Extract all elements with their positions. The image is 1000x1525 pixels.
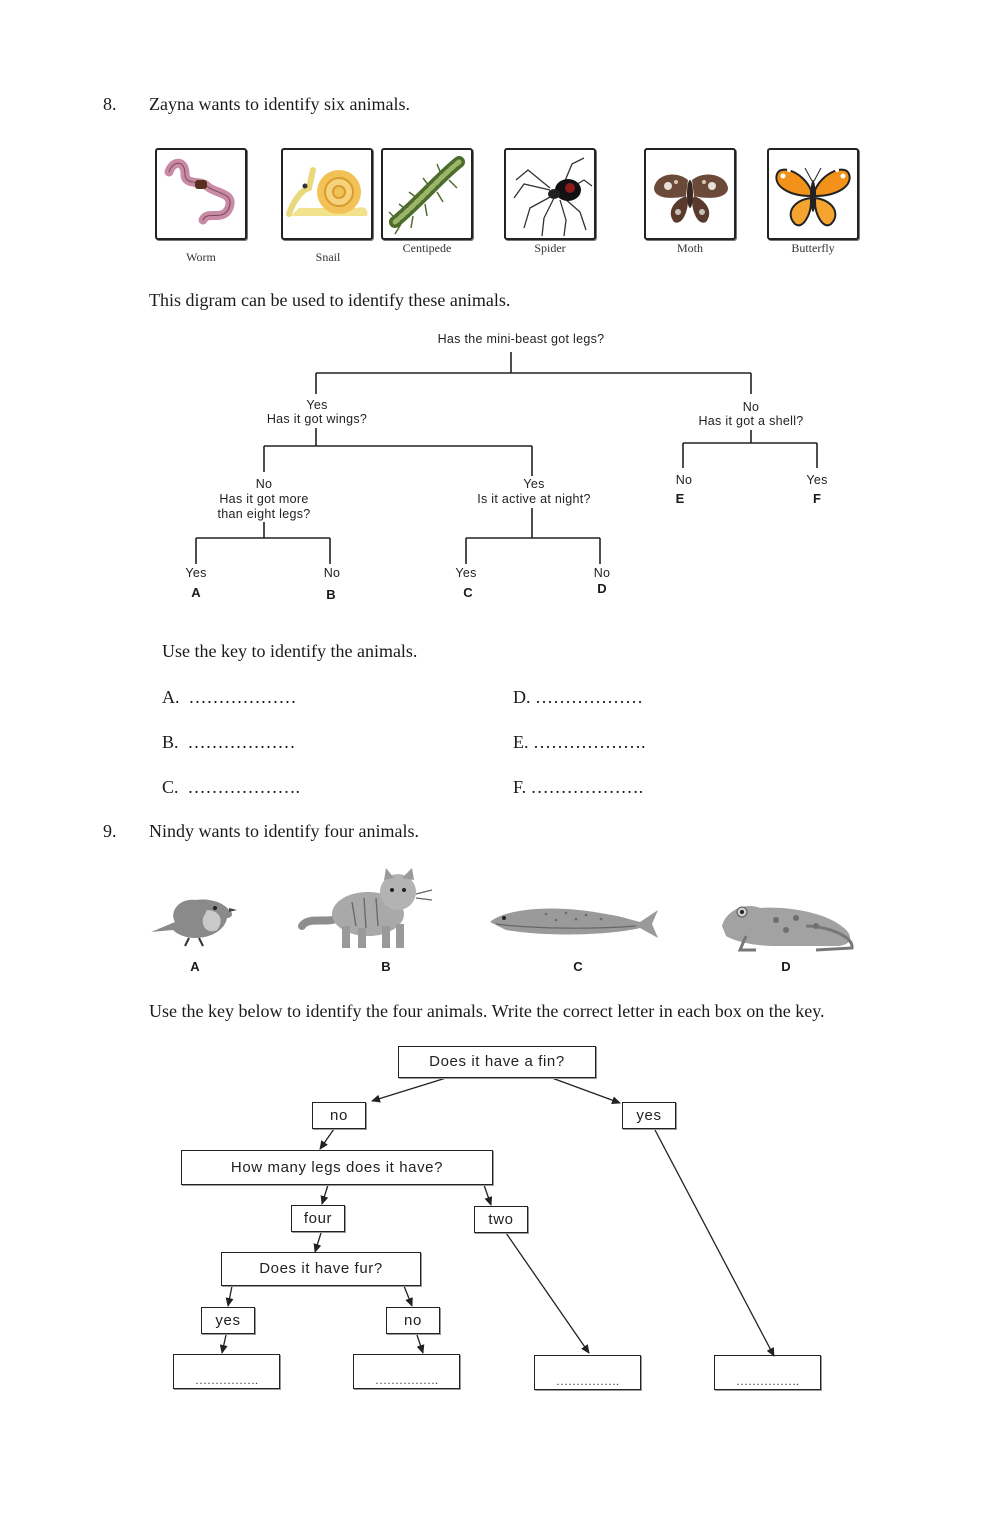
answer-box-fin[interactable]: ……………. <box>714 1355 821 1390</box>
answer-a-label: A. <box>162 687 180 707</box>
caption-snail: Snail <box>315 250 341 264</box>
answer-d-blank: ……………… <box>535 687 643 707</box>
four-legs-box: four <box>291 1205 345 1232</box>
caption-spider: Spider <box>534 241 566 255</box>
question-9-intro: Nindy wants to identify four animals. <box>149 821 419 841</box>
answer-box-fur-no[interactable]: ……………. <box>353 1354 460 1389</box>
key-no-wings: No <box>255 477 273 491</box>
key-letter-e: E <box>675 491 685 506</box>
q9-letter-c: C <box>573 959 583 974</box>
q8-instruction: Use the key to identify the animals. <box>162 641 418 661</box>
question-9-number: 9. <box>103 821 117 841</box>
key-yes-legs: Yes <box>306 398 328 412</box>
diagram-intro: This digram can be used to identify these animals. <box>149 290 511 310</box>
legs-question-box: How many legs does it have? <box>181 1150 493 1185</box>
caption-centipede: Centipede <box>402 241 452 255</box>
key-yes-shell: Yes <box>806 473 828 487</box>
answer-f-label: F. <box>513 777 527 797</box>
q9-instruction: Use the key below to identify the four animals. Write the correct letter in each box on the key. <box>149 1001 825 1021</box>
fur-no-box: no <box>386 1307 440 1334</box>
key-leaf-no-b: No <box>323 566 341 580</box>
answer-e-blank: ………………. <box>533 732 646 752</box>
q9-letter-a: A <box>190 959 200 974</box>
caption-worm: Worm <box>186 250 216 264</box>
key-letter-d: D <box>597 581 607 596</box>
question-8-number: 8. <box>103 94 117 114</box>
key-more-legs-question-2: than eight legs? <box>217 507 311 521</box>
caption-moth: Moth <box>676 241 703 255</box>
key-more-legs-question-1: Has it got more <box>219 492 309 506</box>
q9-letter-d: D <box>781 959 791 974</box>
key-wings-question: Has it got wings? <box>266 412 368 426</box>
key-no-shell: No <box>675 473 693 487</box>
answer-c-blank: ………………. <box>187 777 301 797</box>
key-leaf-yes-a: Yes <box>185 566 207 580</box>
fin-question-box: Does it have a fin? <box>398 1046 596 1078</box>
answer-d-label: D. <box>513 687 531 707</box>
key-root-question: Has the mini-beast got legs? <box>437 332 605 346</box>
key-night-question: Is it active at night? <box>477 492 591 506</box>
key-letter-c: C <box>463 585 473 600</box>
key-shell-question: Has it got a shell? <box>698 414 804 428</box>
key-leaf-no-d: No <box>593 566 611 580</box>
two-legs-box: two <box>474 1206 528 1233</box>
answer-e-label: E. <box>513 732 529 752</box>
key-leaf-yes-c: Yes <box>455 566 477 580</box>
q9-letter-b: B <box>381 959 391 974</box>
answer-b-label: B. <box>162 732 179 752</box>
caption-butterfly: Butterfly <box>791 241 835 255</box>
answer-c-label: C. <box>162 777 179 797</box>
key-no-legs: No <box>742 400 760 414</box>
no-fin-box: no <box>312 1102 366 1129</box>
answer-box-two-legs[interactable]: ……………. <box>534 1355 641 1390</box>
question-8-intro: Zayna wants to identify six animals. <box>149 94 410 114</box>
answer-f-blank: ………………. <box>530 777 644 797</box>
key-letter-f: F <box>813 491 821 506</box>
answer-a-blank: ……………… <box>188 687 297 707</box>
fur-yes-box: yes <box>201 1307 255 1334</box>
answer-box-fur-yes[interactable]: ……………. <box>173 1354 280 1389</box>
answer-b-blank: ……………… <box>187 732 296 752</box>
fur-question-box: Does it have fur? <box>221 1252 421 1286</box>
key-letter-a: A <box>191 585 201 600</box>
key-letter-b: B <box>326 587 336 602</box>
key-yes-wings: Yes <box>523 477 545 491</box>
yes-fin-box: yes <box>622 1102 676 1129</box>
